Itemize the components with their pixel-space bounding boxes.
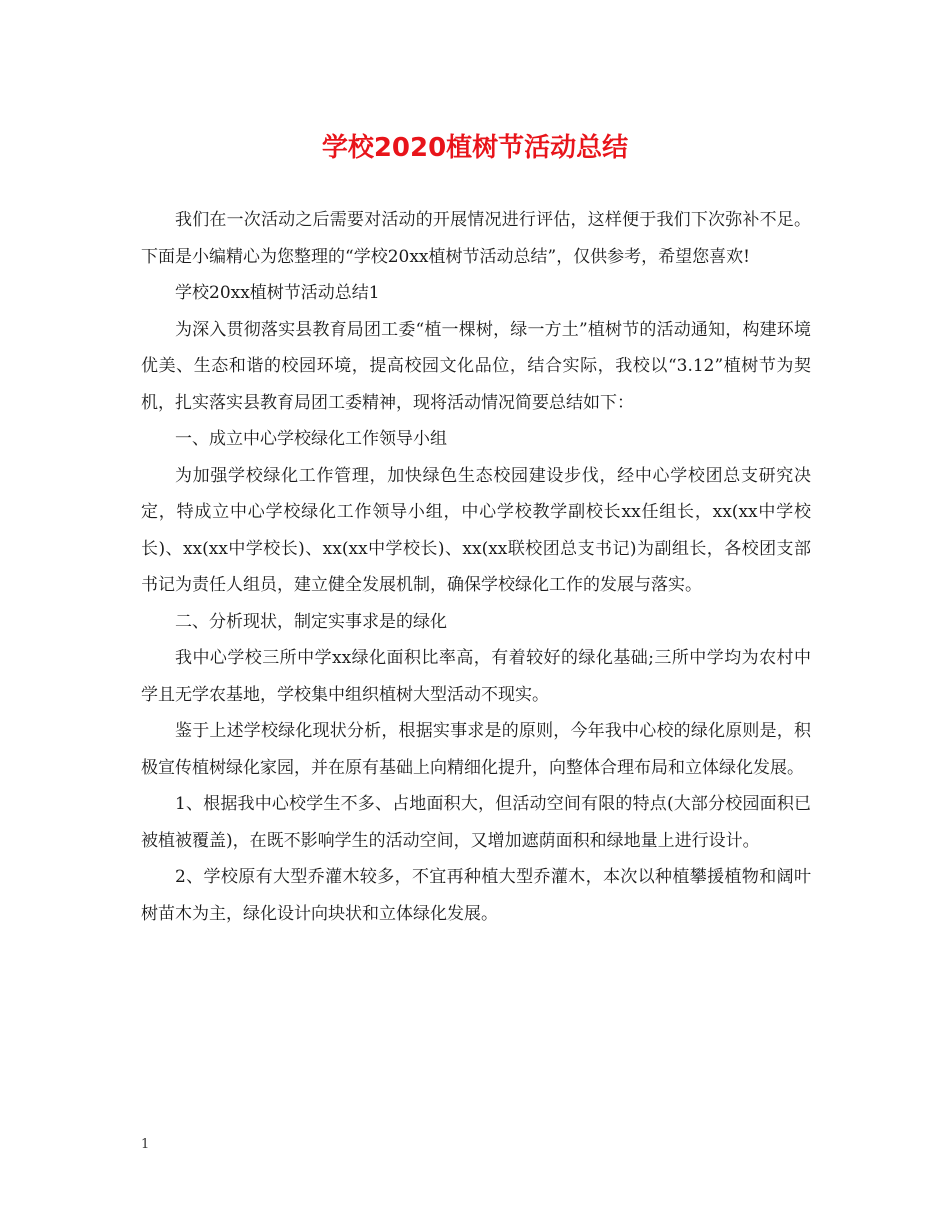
paragraph: 鉴于上述学校绿化现状分析，根据实事求是的原则，今年我中心校的绿化原则是，积极宣传植树绿化家园，并在原有基础上向精细化提升，向整体合理布局和立体绿化发展。 <box>141 721 811 778</box>
list-item: 2、学校原有大型乔灌木较多，不宜再种植大型乔灌木，本次以种植攀援植物和阔叶树苗木为主，绿化设计向块状和立体绿化发展。 <box>141 867 811 924</box>
paragraph: 我中心学校三所中学xx绿化面积比率高，有着较好的绿化基础;三所中学均为农村中学且无学农基地，学校集中组织植树大型活动不现实。 <box>141 648 811 705</box>
section-heading: 学校20xx植树节活动总结1 <box>175 283 380 303</box>
document-body <box>141 202 811 932</box>
paragraph-intro: 我们在一次活动之后需要对活动的开展情况进行评估，这样便于我们下次弥补不足。下面是小编精心为您整理的“学校20xx植树节活动总结”，仅供参考，希望您喜欢! <box>141 210 811 267</box>
paragraph: 为深入贯彻落实县教育局团工委“植一棵树，绿一方土”植树节的活动通知，构建环境优美、生态和谐的校园环境，提高校园文化品位，结合实际，我校以“3.12”植树节为契机，扎实落实县教育局团工委精神，现将活动情况简要总结如下： <box>141 319 811 413</box>
paragraph: 为加强学校绿化工作管理，加快绿色生态校园建设步伐，经中心学校团总支研究决定，特成立中心学校绿化工作领导小组，中心学校教学副校长xx任组长，xx(xx中学校长)、xx(xx中学校长)、xx(xx中学校长)、xx(xx联校团总支书记)为副组长，各校团支部书记为责任人组员，建立健全发展机制，确保学校绿化工作的发展与落实。 <box>141 465 811 595</box>
list-item: 1、根据我中心校学生不多、占地面积大，但活动空间有限的特点(大部分校园面积已被植被覆盖)，在既不影响学生的活动空间，又增加遮荫面积和绿地量上进行设计。 <box>141 794 811 851</box>
page-number: 1 <box>141 1137 150 1152</box>
document-title: 学校2020植树节活动总结 <box>321 133 629 163</box>
section-heading: 二、分析现状，制定实事求是的绿化 <box>175 611 447 632</box>
section-heading: 一、成立中心学校绿化工作领导小组 <box>175 429 447 449</box>
